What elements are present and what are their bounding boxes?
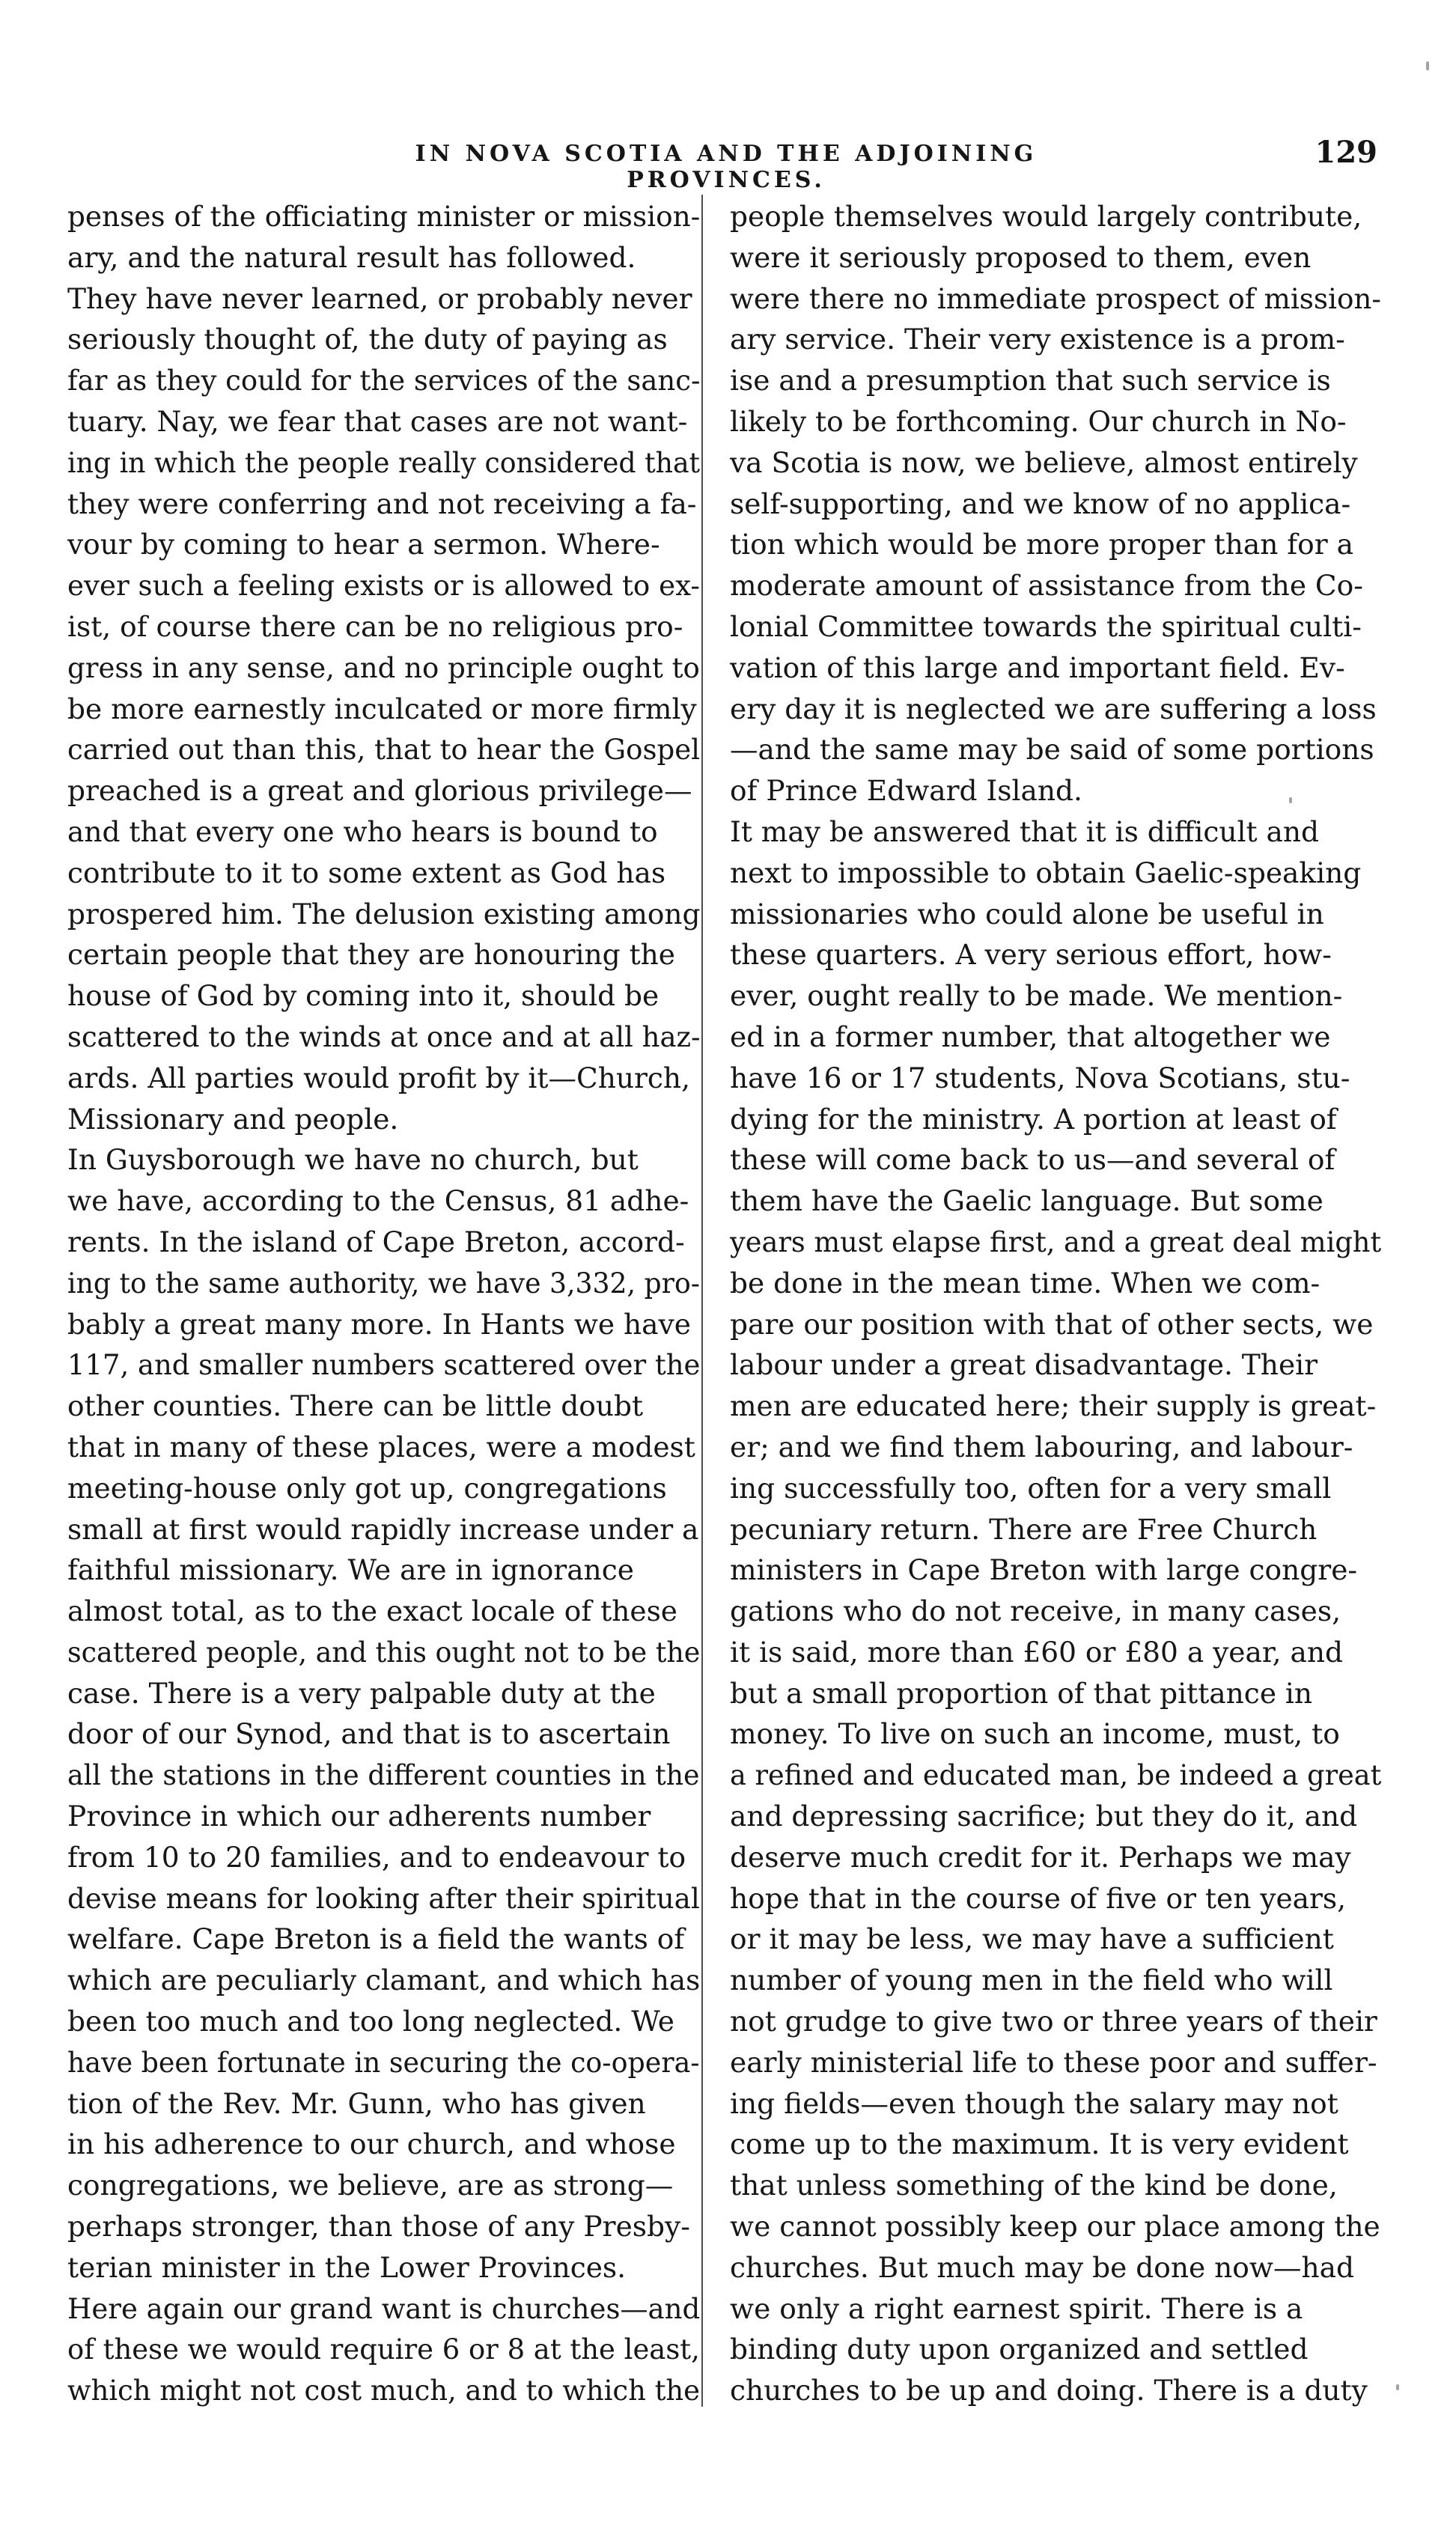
text-line: welfare. Cape Breton is a field the wants of <box>67 1922 685 1956</box>
text-line: all the stations in the different counties in the <box>67 1758 700 1792</box>
text-line: bably a great many more. In Hants we have <box>67 1307 691 1341</box>
text-line: ist, of course there can be no religious pro- <box>67 609 683 643</box>
text-line: Here again our grand want is churches—and <box>67 2291 701 2325</box>
text-line: scattered to the winds at once and at all haz- <box>67 1020 701 1053</box>
text-line: far as they could for the services of the sanc- <box>67 364 701 398</box>
text-line: vation of this large and important field. Ev- <box>730 651 1345 684</box>
text-line: they were conferring and not receiving a fa- <box>67 487 697 520</box>
text-line: 117, and smaller numbers scattered over the <box>67 1348 701 1382</box>
text-line: pare our position with that of other sects, we <box>730 1307 1374 1341</box>
text-line: ing in which the people really considered that <box>67 445 701 479</box>
text-line: carried out than this, that to hear the Gospel <box>67 733 700 767</box>
text-line: from 10 to 20 families, and to endeavour to <box>67 1840 686 1874</box>
text-line: these quarters. A very serious effort, how- <box>730 938 1332 972</box>
text-line: but a small proportion of that pittance in <box>730 1676 1313 1710</box>
text-line: pecuniary return. There are Free Church <box>730 1512 1318 1546</box>
text-line: congregations, we believe, are as strong— <box>67 2169 674 2202</box>
text-line: be done in the mean time. When we com- <box>730 1266 1321 1300</box>
text-line: ever such a feeling exists or is allowed to ex- <box>67 569 700 603</box>
text-line: gress in any sense, and no principle ought to <box>67 651 700 684</box>
page-speck <box>1289 797 1292 803</box>
text-line: tuary. Nay, we fear that cases are not want- <box>67 404 688 438</box>
text-line: which are peculiarly clamant, and which has <box>67 1964 701 1997</box>
text-line: them have the Gaelic language. But some <box>730 1184 1324 1218</box>
text-line: have been fortunate in securing the co-opera- <box>67 2045 700 2079</box>
text-line: early ministerial life to these poor and suffer- <box>730 2045 1377 2079</box>
text-line: were it seriously proposed to them, even <box>730 240 1312 274</box>
text-line: In Guysborough we have no church, but <box>67 1143 639 1177</box>
text-line: we cannot possibly keep our place among the <box>730 2210 1380 2244</box>
running-title: IN NOVA SCOTIA AND THE ADJOINING PROVINCES. <box>415 141 1038 193</box>
text-line: men are educated here; their supply is great- <box>730 1389 1377 1423</box>
text-line: years must elapse first, and a great deal might <box>730 1225 1382 1258</box>
text-line: ary service. Their very existence is a prom- <box>730 323 1345 356</box>
text-line: and that every one who hears is bound to <box>67 814 658 848</box>
text-line: seriously thought of, the duty of paying as <box>67 323 668 356</box>
text-line: ever, ought really to be made. We mention- <box>730 979 1343 1013</box>
text-line: ed in a former number, that altogether we <box>730 1020 1331 1053</box>
text-line: gations who do not receive, in many cases, <box>730 1594 1341 1628</box>
text-line: tion of the Rev. Mr. Gunn, who has given <box>67 2086 646 2120</box>
text-line: money. To live on such an income, must, to <box>730 1717 1340 1751</box>
text-line: case. There is a very palpable duty at the <box>67 1676 656 1710</box>
text-line: labour under a great disadvantage. Their <box>730 1348 1318 1382</box>
text-line: meeting-house only got up, congregations <box>67 1471 667 1505</box>
text-line: we have, according to the Census, 81 adhe- <box>67 1184 689 1218</box>
text-line: these will come back to us—and several of <box>730 1143 1335 1177</box>
text-line: Missionary and people. <box>67 1102 399 1136</box>
text-line: come up to the maximum. It is very evident <box>730 2127 1349 2161</box>
text-line: penses of the officiating minister or mission- <box>67 200 701 233</box>
text-line: likely to be forthcoming. Our church in No- <box>730 404 1347 438</box>
text-line: in his adherence to our church, and whose <box>67 2127 676 2161</box>
text-line: certain people that they are honouring the <box>67 938 675 972</box>
text-line: dying for the ministry. A portion at least of <box>730 1102 1337 1136</box>
page-speck <box>1426 61 1429 70</box>
text-line: next to impossible to obtain Gaelic-speaking <box>730 856 1362 889</box>
text-line: have 16 or 17 students, Nova Scotians, stu- <box>730 1061 1350 1094</box>
text-line: contribute to it to some extent as God has <box>67 856 666 889</box>
text-line: devise means for looking after their spiritual <box>67 1881 700 1915</box>
text-line: people themselves would largely contribute, <box>730 200 1362 233</box>
text-line: ise and a presumption that such service is <box>730 364 1331 398</box>
text-line: of Prince Edward Island. <box>730 774 1082 808</box>
column-divider <box>701 195 703 2407</box>
text-line: that in many of these places, were a modest <box>67 1430 695 1463</box>
text-line: preached is a great and glorious privilege— <box>67 774 692 808</box>
text-line: binding duty upon organized and settled <box>730 2333 1309 2366</box>
text-line: small at first would rapidly increase under a <box>67 1512 699 1546</box>
text-line: scattered people, and this ought not to be the <box>67 1635 701 1669</box>
text-line: tion which would be more proper than for a <box>730 528 1353 561</box>
page-speck <box>1396 2384 1399 2390</box>
text-line: churches. But much may be done now—had <box>730 2250 1354 2284</box>
text-line: ards. All parties would profit by it—Church, <box>67 1061 690 1094</box>
text-line: of these we would require 6 or 8 at the least, <box>67 2333 700 2366</box>
text-line: not grudge to give two or three years of their <box>730 2005 1377 2038</box>
text-line: self-supporting, and we know of no applica- <box>730 487 1351 520</box>
text-line: a refined and educated man, be indeed a great <box>730 1758 1382 1792</box>
text-line: ministers in Cape Breton with large congre- <box>730 1553 1358 1587</box>
text-line: —and the same may be said of some portions <box>730 733 1374 767</box>
text-line: hope that in the course of five or ten years, <box>730 1881 1347 1915</box>
text-line: It may be answered that it is difficult and <box>730 814 1320 848</box>
text-line: almost total, as to the exact locale of these <box>67 1594 678 1628</box>
text-line: er; and we find them labouring, and labour- <box>730 1430 1353 1463</box>
text-line: ery day it is neglected we are suffering a loss <box>730 692 1377 725</box>
text-line: door of our Synod, and that is to ascertain <box>67 1717 671 1751</box>
text-line: deserve much credit for it. Perhaps we may <box>730 1840 1351 1874</box>
text-line: vour by coming to hear a sermon. Where- <box>67 528 660 561</box>
text-line: and depressing sacrifice; but they do it, and <box>730 1800 1358 1833</box>
text-line: churches to be up and doing. There is a duty <box>730 2374 1368 2407</box>
left-column <box>67 196 700 2411</box>
text-line: it is said, more than £60 or £80 a year, and <box>730 1635 1343 1669</box>
text-line: terian minister in the Lower Provinces. <box>67 2250 627 2284</box>
text-line: which might not cost much, and to which the <box>67 2374 700 2407</box>
text-line: house of God by coming into it, should be <box>67 979 660 1013</box>
text-line: lonial Committee towards the spiritual culti- <box>730 609 1362 643</box>
text-line: ary, and the natural result has followed. <box>67 240 636 274</box>
text-line: perhaps stronger, than those of any Presby- <box>67 2210 690 2244</box>
text-line: be more earnestly inculcated or more firmly <box>67 692 697 725</box>
text-line: or it may be less, we may have a sufficient <box>730 1922 1334 1956</box>
text-line: been too much and too long neglected. We <box>67 2005 674 2038</box>
text-line: ing fields—even though the salary may not <box>730 2086 1338 2120</box>
text-line: number of young men in the field who will <box>730 1964 1333 1997</box>
text-line: faithful missionary. We are in ignorance <box>67 1553 634 1587</box>
text-line: va Scotia is now, we believe, almost entirely <box>730 445 1358 479</box>
text-line: rents. In the island of Cape Breton, accord- <box>67 1225 685 1258</box>
text-line: ing successfully too, often for a very small <box>730 1471 1332 1505</box>
text-line: that unless something of the kind be done, <box>730 2169 1338 2202</box>
text-line: They have never learned, or probably never <box>67 281 692 315</box>
text-line: prospered him. The delusion existing among <box>67 897 701 930</box>
text-line: were there no immediate prospect of mission- <box>730 281 1382 315</box>
text-line: moderate amount of assistance from the Co- <box>730 569 1363 603</box>
right-column <box>730 196 1381 2411</box>
text-line: other counties. There can be little doubt <box>67 1389 644 1423</box>
text-line: we only a right earnest spirit. There is a <box>730 2291 1303 2325</box>
text-line: Province in which our adherents number <box>67 1800 651 1833</box>
text-line: missionaries who could alone be useful in <box>730 897 1324 930</box>
page-number: 129 <box>1315 135 1377 170</box>
text-line: ing to the same authority, we have 3,332, pro- <box>67 1266 700 1300</box>
